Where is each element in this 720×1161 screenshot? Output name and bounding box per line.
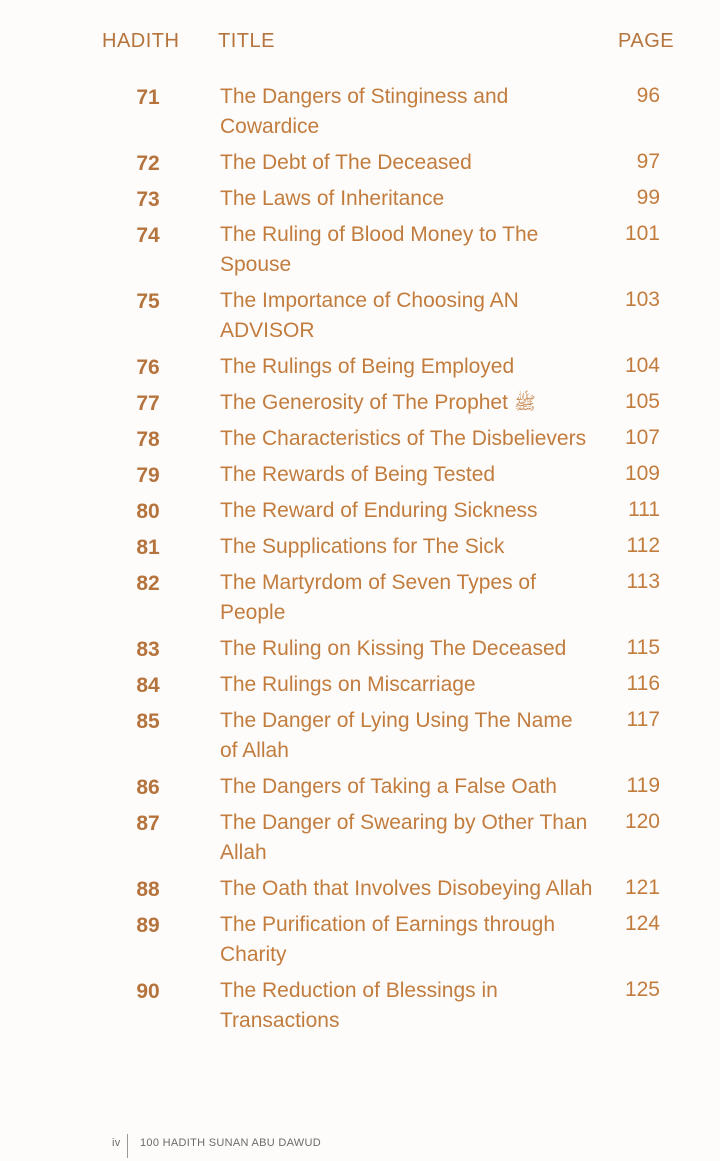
- page-number: 97: [636, 150, 660, 173]
- page-number: 124: [624, 912, 660, 935]
- toc-entry: [0, 532, 720, 562]
- hadith-title: [220, 910, 595, 970]
- hadith-title: [220, 874, 595, 904]
- toc-entry: [0, 976, 720, 1036]
- toc-entry: [0, 424, 720, 454]
- hadith-title-text: The Martyrdom of Seven Types of People: [220, 571, 536, 624]
- page-number: 119: [626, 774, 660, 797]
- toc-entry: [0, 496, 720, 526]
- page-number: 120: [624, 810, 660, 833]
- title-column-header: TITLE: [218, 30, 275, 52]
- page-number: 116: [626, 672, 660, 695]
- toc-entry: [0, 460, 720, 490]
- toc-entry: [0, 220, 720, 280]
- hadith-title-text: The Debt of The Deceased: [220, 151, 472, 174]
- hadith-title: [220, 388, 595, 418]
- hadith-title: [220, 634, 595, 664]
- page-number: 117: [626, 708, 660, 731]
- page-number: 125: [624, 978, 660, 1001]
- hadith-title: [220, 460, 595, 490]
- hadith-title: [220, 772, 595, 802]
- hadith-title-text: The Rulings of Being Employed: [220, 355, 515, 378]
- footer-page-number: iv: [112, 1137, 121, 1149]
- hadith-title-text: The Importance of Choosing AN ADVISOR: [220, 289, 519, 342]
- page-number: 111: [628, 498, 660, 521]
- hadith-number: 79: [136, 464, 160, 487]
- hadith-number: 86: [136, 776, 160, 799]
- hadith-title: [220, 568, 595, 628]
- toc-entry: [0, 670, 720, 700]
- toc-entry: [0, 286, 720, 346]
- page-number: 104: [624, 354, 660, 377]
- hadith-title-text: The Danger of Lying Using The Name of Allah: [220, 709, 573, 762]
- hadith-title-text: The Dangers of Stinginess and Cowardice: [220, 85, 509, 138]
- footer-divider: [127, 1134, 128, 1158]
- hadith-title: [220, 670, 595, 700]
- hadith-title-text: The Reward of Enduring Sickness: [220, 499, 538, 522]
- hadith-column-header: HADITH: [102, 30, 180, 52]
- hadith-number: 71: [136, 86, 160, 109]
- hadith-title-text: The Reduction of Blessings in Transactions: [220, 979, 498, 1032]
- toc-entry: [0, 808, 720, 868]
- hadith-number: 89: [136, 914, 160, 937]
- page-number: 99: [636, 186, 660, 209]
- hadith-title-text: The Purification of Earnings through Charity: [220, 913, 556, 966]
- page-number: 121: [624, 876, 660, 899]
- hadith-number: 81: [136, 536, 160, 559]
- hadith-title: [220, 82, 595, 142]
- honorific-icon: ﷺ: [513, 393, 536, 413]
- hadith-title: [220, 148, 595, 178]
- hadith-number: 74: [136, 224, 160, 247]
- page-number: 96: [636, 84, 660, 107]
- page-number: 105: [624, 390, 660, 413]
- toc-entry: [0, 706, 720, 766]
- footer-book-title: 100 HADITH SUNAN ABU DAWUD: [140, 1137, 321, 1149]
- hadith-number: 77: [136, 392, 160, 415]
- hadith-title: [220, 352, 595, 382]
- hadith-title-text: The Supplications for The Sick: [220, 535, 505, 558]
- hadith-title-text: The Laws of Inheritance: [220, 187, 445, 210]
- hadith-number: 83: [136, 638, 160, 661]
- toc-entry: [0, 148, 720, 178]
- toc-entry: [0, 82, 720, 142]
- toc-entry: [0, 634, 720, 664]
- hadith-number: 82: [136, 572, 160, 595]
- toc-entry: [0, 184, 720, 214]
- hadith-title: [220, 286, 595, 346]
- hadith-title: [220, 496, 595, 526]
- toc-entry: [0, 910, 720, 970]
- toc-entry: [0, 772, 720, 802]
- hadith-number: 80: [136, 500, 160, 523]
- hadith-title: [220, 706, 595, 766]
- page-number: 115: [626, 636, 660, 659]
- hadith-number: 88: [136, 878, 160, 901]
- hadith-title: [220, 532, 595, 562]
- page-number: 109: [624, 462, 660, 485]
- hadith-number: 84: [136, 674, 160, 697]
- hadith-title-text: The Rulings on Miscarriage: [220, 673, 476, 696]
- hadith-title: [220, 976, 595, 1036]
- page-number: 112: [626, 534, 660, 557]
- page-number: 103: [624, 288, 660, 311]
- toc-entry: [0, 352, 720, 382]
- hadith-title-text: The Dangers of Taking a False Oath: [220, 775, 557, 798]
- page-column-header: PAGE: [618, 30, 675, 52]
- page-number: 101: [624, 222, 660, 245]
- table-of-contents: [0, 82, 720, 1042]
- hadith-title-text: The Generosity of The Prophet: [220, 391, 508, 414]
- hadith-title: [220, 424, 595, 454]
- hadith-title-text: The Characteristics of The Disbelievers: [220, 427, 587, 450]
- hadith-number: 87: [136, 812, 160, 835]
- toc-entry: [0, 388, 720, 418]
- hadith-number: 73: [136, 188, 160, 211]
- page-number: 113: [626, 570, 660, 593]
- hadith-number: 90: [136, 980, 160, 1003]
- hadith-number: 85: [136, 710, 160, 733]
- toc-entry: [0, 568, 720, 628]
- page-number: 107: [624, 426, 660, 449]
- toc-header: [0, 30, 720, 60]
- hadith-number: 72: [136, 152, 160, 175]
- hadith-number: 76: [136, 356, 160, 379]
- hadith-title-text: The Ruling of Blood Money to The Spouse: [220, 223, 539, 276]
- hadith-title-text: The Rewards of Being Tested: [220, 463, 496, 486]
- hadith-title: [220, 808, 595, 868]
- toc-entry: [0, 874, 720, 904]
- hadith-number: 78: [136, 428, 160, 451]
- hadith-title-text: The Danger of Swearing by Other Than Allah: [220, 811, 588, 864]
- hadith-title: [220, 184, 595, 214]
- hadith-title-text: The Ruling on Kissing The Deceased: [220, 637, 567, 660]
- hadith-number: 75: [136, 290, 160, 313]
- hadith-title: [220, 220, 595, 280]
- hadith-title-text: The Oath that Involves Disobeying Allah: [220, 877, 593, 900]
